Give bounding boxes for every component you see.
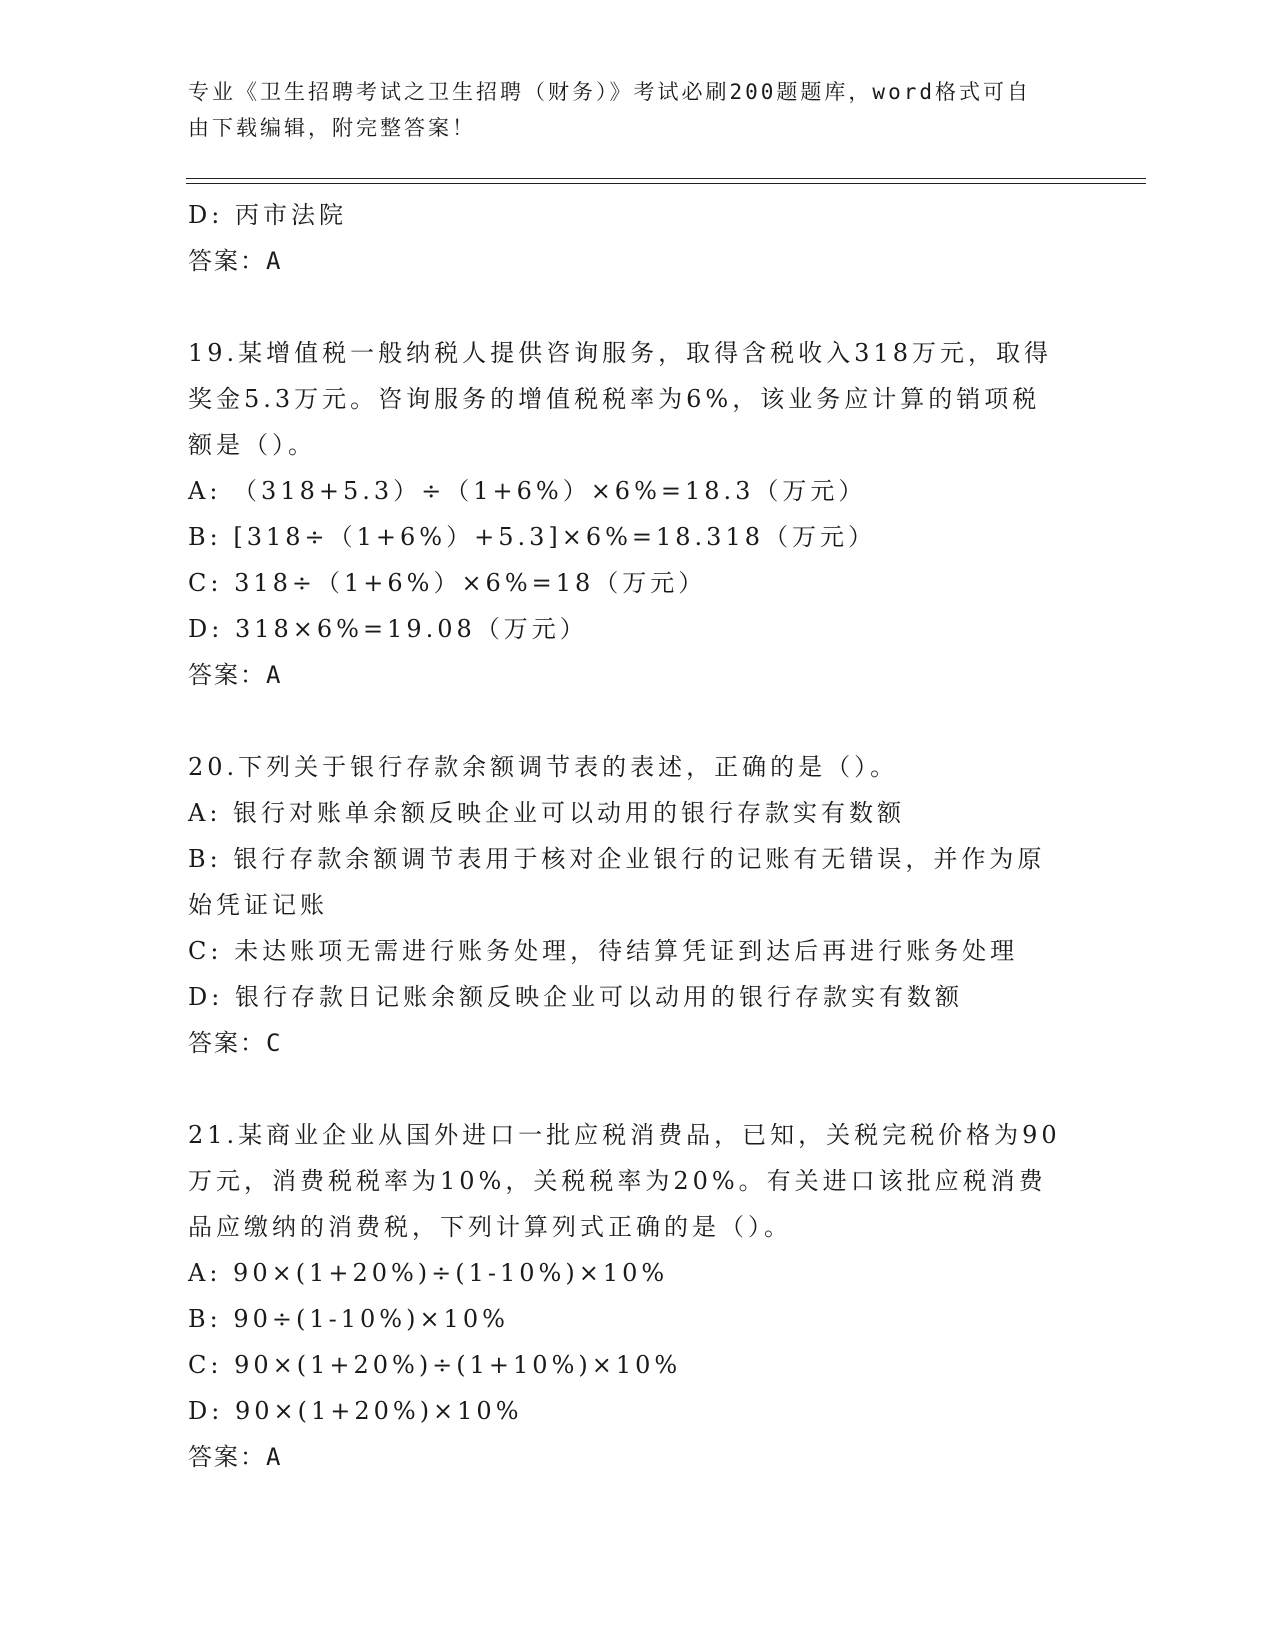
answer-line: 答案：C <box>188 1029 283 1057</box>
answer-line: 答案：A <box>188 247 283 275</box>
header-divider-top <box>186 178 1146 179</box>
spacer <box>188 1066 1088 1112</box>
question-stem: 19.某增值税一般纳税人提供咨询服务，取得含税收入318万元，取得 <box>188 339 1052 367</box>
question-stem: 20.下列关于银行存款余额调节表的表述，正确的是（）。 <box>188 753 899 781</box>
option-b-continued: 始凭证记账 <box>188 891 328 919</box>
spacer <box>188 284 1088 330</box>
question-21 <box>188 1112 1088 1480</box>
spacer <box>188 698 1088 744</box>
option-b: B: 银行存款余额调节表用于核对企业银行的记账有无错误，并作为原 <box>188 845 1046 873</box>
question-list <box>188 192 1088 1480</box>
document-header <box>188 74 1088 146</box>
header-divider-bottom <box>186 183 1146 184</box>
option-a: A: 银行对账单余额反映企业可以动用的银行存款实有数额 <box>188 799 906 827</box>
option-b: B: [318÷（1+6%）+5.3]×6%=18.318（万元） <box>188 523 876 551</box>
question-20 <box>188 744 1088 1066</box>
option-d: D: 银行存款日记账余额反映企业可以动用的银行存款实有数额 <box>188 983 963 1011</box>
header-line-1: 专业《卫生招聘考试之卫生招聘（财务）》考试必刷200题题库，word格式可自 <box>188 80 1031 104</box>
question-stem: 21.某商业企业从国外进口一批应税消费品，已知，关税完税价格为90 <box>188 1121 1061 1149</box>
option-c: C: 未达账项无需进行账务处理，待结算凭证到达后再进行账务处理 <box>188 937 1019 965</box>
option-c: C: 318÷（1+6%）×6%=18（万元） <box>188 569 707 597</box>
question-18 <box>188 192 1088 284</box>
header-line-2: 由下载编辑，附完整答案！ <box>188 116 476 140</box>
option-c: C: 90×(1+20%)÷(1+10%)×10% <box>188 1351 682 1379</box>
question-stem: 额是（）。 <box>188 431 316 459</box>
question-stem: 万元，消费税税率为10%，关税税率为20%。有关进口该批应税消费 <box>188 1167 1047 1195</box>
answer-line: 答案：A <box>188 1443 283 1471</box>
option-a: A: （318+5.3）÷（1+6%）×6%=18.3（万元） <box>188 477 867 505</box>
option-b: B: 90÷(1-10%)×10% <box>188 1305 509 1333</box>
option-d: D: 90×(1+20%)×10% <box>188 1397 523 1425</box>
question-stem: 奖金5.3万元。咨询服务的增值税税率为6%，该业务应计算的销项税 <box>188 385 1041 413</box>
answer-line: 答案：A <box>188 661 283 689</box>
question-19 <box>188 330 1088 698</box>
option-a: A: 90×(1+20%)÷(1-10%)×10% <box>188 1259 669 1287</box>
option-d: D: 丙市法院 <box>188 201 347 229</box>
question-stem: 品应缴纳的消费税，下列计算列式正确的是（）。 <box>188 1213 792 1241</box>
option-d: D: 318×6%=19.08（万元） <box>188 615 588 643</box>
